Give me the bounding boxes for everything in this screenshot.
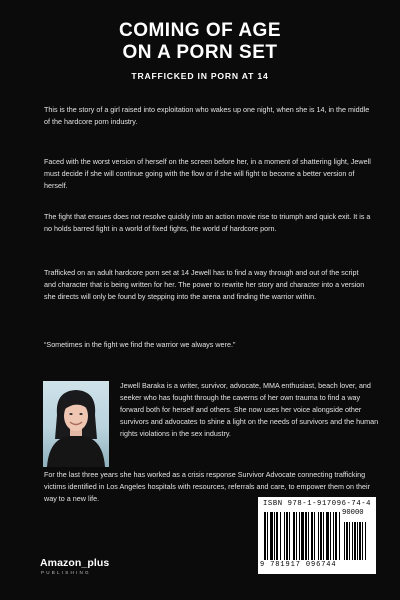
- barcode-bar: [284, 512, 285, 560]
- price-barcode-bar: [362, 522, 363, 560]
- book-title: [0, 20, 400, 64]
- barcode-bar: [330, 512, 331, 560]
- price-barcode-bar: [349, 522, 350, 560]
- barcode-bar: [335, 512, 337, 560]
- barcode-bar: [326, 512, 329, 560]
- barcode-bar: [299, 512, 300, 560]
- author-portrait-icon: [43, 381, 109, 467]
- barcode-bar: [280, 512, 281, 560]
- blurb-paragraph-1: This is the story of a girl raised into exploitation who wakes up one night, when she is 14, in the middle of the hardcore porn industry.: [44, 105, 370, 126]
- barcode-bar: [293, 512, 295, 560]
- barcode-icon: [258, 497, 376, 574]
- price-code: 90000: [342, 509, 364, 517]
- barcode-bar: [305, 512, 307, 560]
- price-barcode-bar: [359, 522, 361, 560]
- author-portrait-drawing: [43, 381, 109, 467]
- barcode-bar: [323, 512, 324, 560]
- price-barcode-bar: [365, 522, 366, 560]
- publisher-logo-subtitle: PUBLISHING: [41, 570, 91, 575]
- title-line-1: COMING OF AGE: [118, 20, 282, 41]
- price-barcode-bar: [354, 522, 356, 560]
- advocacy-paragraph: For the last three years she has worked as a crisis response Survivor Advocate connecting trafficking victims identified in Los Angeles hospitals with resources, referrals and care, to empower them on their way to a new life.: [44, 470, 370, 503]
- barcode-bar: [286, 512, 288, 560]
- barcode-bar: [308, 512, 309, 560]
- book-subtitle: TRAFFICKED IN PORN AT 14: [131, 71, 269, 81]
- ean-number: 9 781917 096744: [260, 561, 337, 569]
- barcode-bar: [320, 512, 322, 560]
- barcode-bar: [274, 512, 275, 560]
- barcode-bar: [276, 512, 278, 560]
- title-line-2: ON A PORN SET: [122, 42, 278, 63]
- barcode-bar: [314, 512, 315, 560]
- price-barcode-bar: [352, 522, 353, 560]
- price-barcode-bar: [357, 522, 358, 560]
- price-barcode-bar: [346, 522, 348, 560]
- barcode-bar: [264, 512, 266, 560]
- barcode-bar: [339, 512, 340, 560]
- barcode-bar: [267, 512, 268, 560]
- blurb-paragraph-4: Trafficked on an adult hardcore porn set at 14 Jewell has to find a way through and out of the script and character that is being written for her. The power to rewrite her story and character into a version she directs will only be found by stepping into the arena and finding the warrior within.: [44, 268, 365, 301]
- barcode-bar: [289, 512, 290, 560]
- blurb-paragraph-3: The fight that ensues does not resolve quickly into an action movie rise to triumph and quick exit. It is a no holds barred fight in a world of fixed fights, the world of hardcore porn.: [44, 212, 371, 233]
- price-barcode-bar: [344, 522, 345, 560]
- publisher-logo: Amazon_plus: [40, 557, 110, 569]
- barcode-bar: [301, 512, 304, 560]
- author-bio: Jewell Baraka is a writer, survivor, advocate, MMA enthusiast, beach lover, and seeker who has fought through the caverns of her own trauma to find a way forward both for herself and others. She now uses her voice alongside other survivors and advocates to shine a light on the needs of survivors and the human rights violations in the sex industry.: [120, 381, 379, 438]
- barcode-bars: [262, 510, 372, 562]
- blurb-quote: “Sometimes in the fight we find the warrior we always were.”: [44, 340, 236, 349]
- barcode-bar: [270, 512, 273, 560]
- barcode-bar: [333, 512, 334, 560]
- blurb-paragraph-2: Faced with the worst version of herself on the screen before her, in a moment of shattering light, Jewell must decide if she will continue going with the flow or if she will fight to become a better version of herself.: [44, 157, 371, 190]
- barcode-bar: [311, 512, 313, 560]
- barcode-bar: [296, 512, 297, 560]
- isbn-label: ISBN 978-1-917096-74-4: [263, 500, 372, 508]
- barcode-bar: [318, 512, 319, 560]
